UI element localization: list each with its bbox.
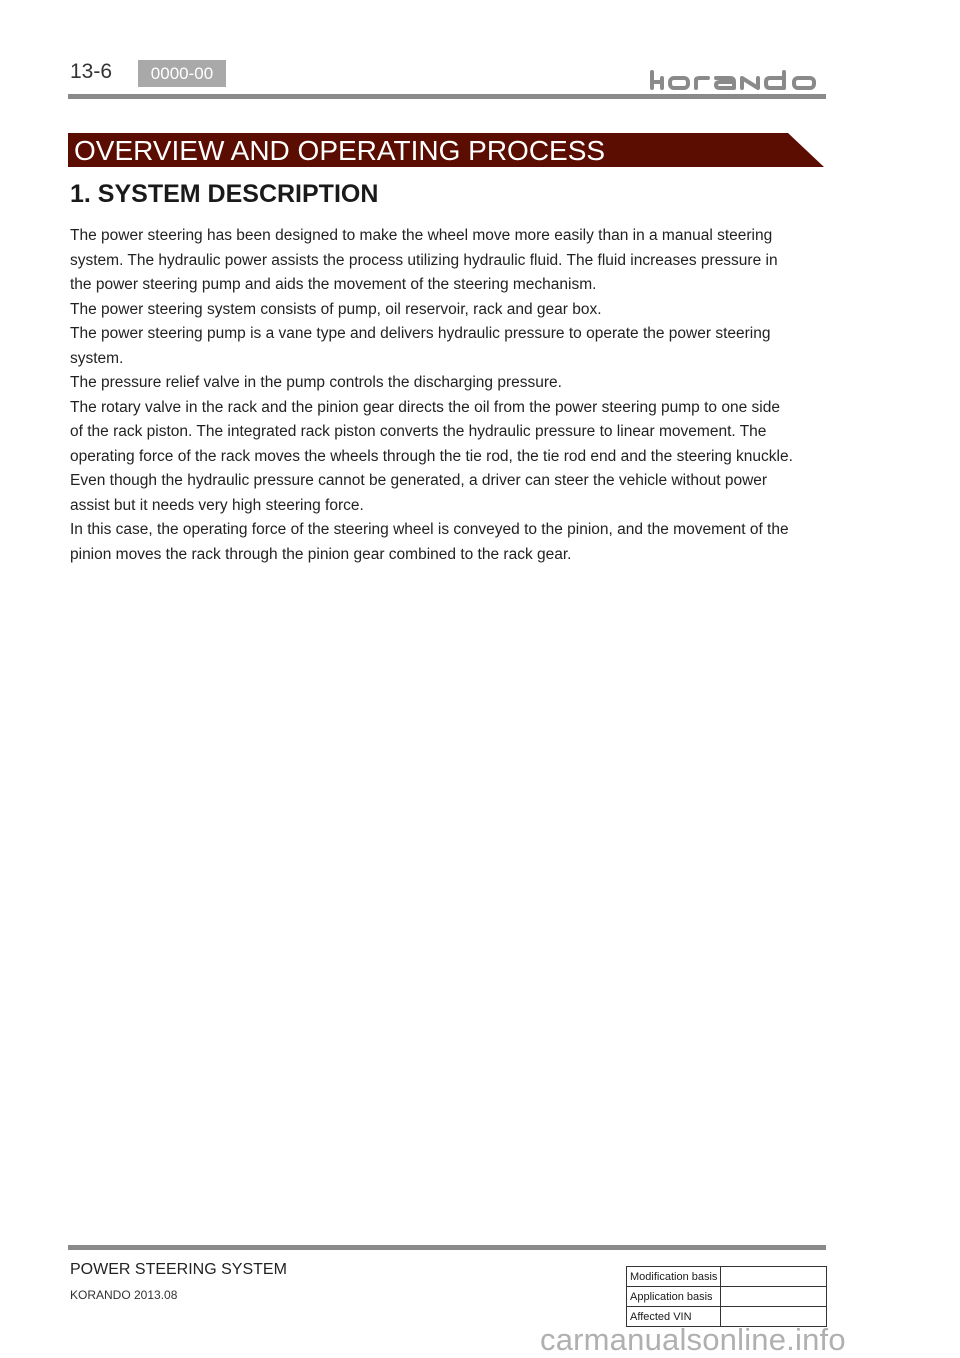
- text-line: The power steering has been designed to make the wheel move more easily than in a manual steering: [70, 227, 773, 244]
- text-line: Even though the hydraulic pressure cannot be generated, a driver can steer the vehicle without power: [70, 472, 768, 489]
- text-line: system.: [70, 349, 124, 367]
- revision-label: Modification basis: [627, 1267, 721, 1287]
- footer-edition: KORANDO 2013.08: [70, 1288, 178, 1302]
- text-line: The rotary valve in the rack and the pinion gear directs the oil from the power steering pump to one side: [70, 398, 780, 416]
- korando-logo: [648, 70, 828, 90]
- description-text: [70, 224, 860, 567]
- text-line: The power steering system consists of pump, oil reservoir, rack and gear box.: [70, 300, 602, 318]
- text-line: The pressure relief valve in the pump controls the discharging pressure.: [70, 374, 562, 391]
- revision-label: Application basis: [627, 1287, 721, 1307]
- revision-table: [626, 1266, 827, 1327]
- text-line: The power steering pump is a vane type and delivers hydraulic pressure to operate the power steering: [70, 325, 771, 342]
- section-heading: 1. SYSTEM DESCRIPTION: [70, 180, 379, 208]
- text-line: of the rack piston. The integrated rack piston converts the hydraulic pressure to linear movement. The: [70, 423, 767, 440]
- revision-label: Affected VIN: [627, 1307, 721, 1327]
- text-line: pinion moves the rack through the pinion gear combined to the rack gear.: [70, 545, 572, 563]
- header-rule: [68, 94, 826, 99]
- text-line: the power steering pump and aids the movement of the steering mechanism.: [70, 276, 597, 293]
- table-row: [627, 1287, 827, 1307]
- text-line: In this case, the operating force of the steering wheel is conveyed to the pinion, and the movement of the: [70, 521, 789, 538]
- table-row: [627, 1267, 827, 1287]
- footer-rule: [68, 1245, 826, 1250]
- page-number: 13-6: [70, 60, 113, 83]
- revision-value: [721, 1267, 827, 1287]
- section-title: OVERVIEW AND OPERATING PROCESS: [74, 135, 606, 166]
- text-line: system. The hydraulic power assists the process utilizing hydraulic fluid. The fluid increases pressure in: [70, 251, 778, 269]
- watermark: carmanualsonline.info: [540, 1322, 846, 1357]
- footer-title: POWER STEERING SYSTEM: [70, 1261, 287, 1278]
- text-line: assist but it needs very high steering force.: [70, 496, 364, 514]
- text-line: operating force of the rack moves the wheels through the tie rod, the tie rod end and the steering knuckle.: [70, 447, 793, 465]
- revision-value: [721, 1287, 827, 1307]
- section-banner: [68, 133, 824, 167]
- doc-code-badge: 0000-00: [138, 60, 226, 87]
